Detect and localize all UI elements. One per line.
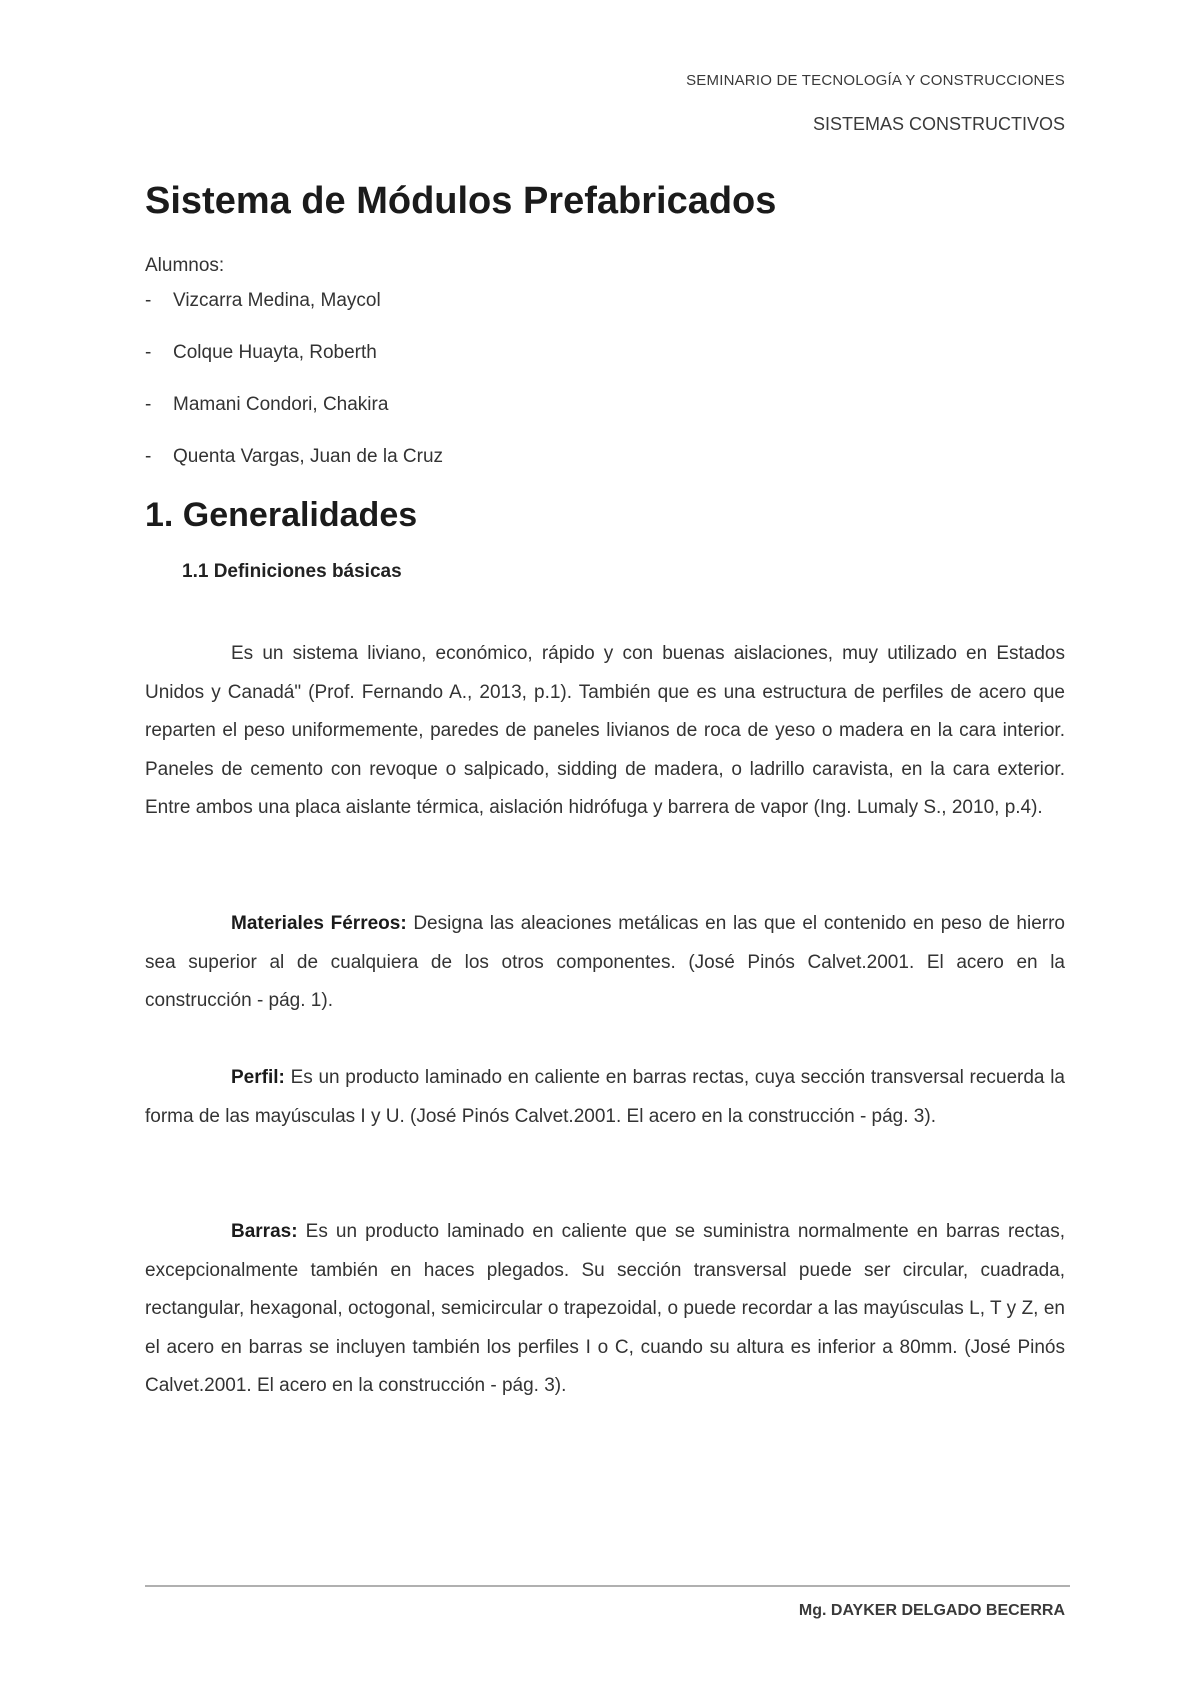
list-dash: - (145, 342, 152, 363)
student-list (145, 290, 443, 498)
paragraph-text: Es un producto laminado en caliente que se suministra normalmente en barras rectas, excepcionalmente también en haces plegados. Su sección transversal puede ser circular, cuadrada, rectangular, hexagonal, octogonal, semicircular o trapezoidal, o puede recordar a las mayúsculas L, T y Z, en el acero en barras se incluyen también los perfiles I o C, cuando su altura es inferior a 80mm. (José Pinós Calvet.2001. El acero en la construcción - pág. 3). (145, 1221, 1065, 1396)
paragraph-definition: Es un sistema liviano, económico, rápido y con buenas aislaciones, muy utilizado en Estados Unidos y Canadá" (Prof. Fernando A., 2013, p.1). También que es una estructura de perfiles de acero que reparten el peso uniformemente, paredes de paneles livianos de roca de yeso o madera en la cara interior. Paneles de cemento con revoque o salpicado, sidding de madera, o ladrillo caravista, en la cara exterior. Entre ambos una placa aislante térmica, aislación hidrófuga y barrera de vapor (Ing. Lumaly S., 2010, p.4). (145, 643, 1065, 818)
paragraph-barras (145, 1213, 1065, 1406)
header-course-title: SISTEMAS CONSTRUCTIVOS (812, 114, 1065, 134)
list-dash: - (145, 446, 152, 467)
term-barras: Barras: (231, 1221, 298, 1242)
student-name: Mamani Condori, Chakira (173, 394, 389, 415)
document-title: Sistema de Módulos Prefabricados (145, 180, 777, 222)
term-perfil: Perfil: (231, 1067, 285, 1088)
student-item (145, 394, 443, 446)
student-item (145, 290, 443, 342)
paragraph-perfil (145, 1059, 1065, 1136)
students-label: Alumnos: (145, 255, 225, 276)
paragraph-text: Designa las aleaciones metálicas en las que el contenido en peso de hierro sea superior al de cualquiera de los otros componentes. (José Pinós Calvet.2001. El acero en la construcción - pág. 1). (145, 913, 1065, 1011)
paragraph-text: Es un producto laminado en caliente en barras rectas, cuya sección transversal recuerda la forma de las mayúsculas I y U. (José Pinós Calvet.2001. El acero en la construcción - pág. 3). (145, 1067, 1065, 1127)
student-item (145, 342, 443, 394)
subsection-heading: 1.1 Definiciones básicas (182, 561, 402, 582)
student-name: Colque Huayta, Roberth (173, 342, 377, 363)
header-seminar-title: SEMINARIO DE TECNOLOGÍA Y CONSTRUCCIONES (686, 72, 1065, 89)
list-dash: - (145, 394, 152, 415)
list-dash: - (145, 290, 152, 311)
section-heading: 1. Generalidades (145, 496, 418, 534)
student-item (145, 446, 443, 498)
paragraph-materiales-ferreos (145, 905, 1065, 1021)
student-name: Vizcarra Medina, Maycol (173, 290, 381, 311)
footer-author: Mg. DAYKER DELGADO BECERRA (798, 1602, 1065, 1619)
student-name: Quenta Vargas, Juan de la Cruz (173, 446, 444, 467)
term-materiales-ferreos: Materiales Férreos: (231, 913, 407, 934)
footer-divider (145, 1585, 1070, 1587)
